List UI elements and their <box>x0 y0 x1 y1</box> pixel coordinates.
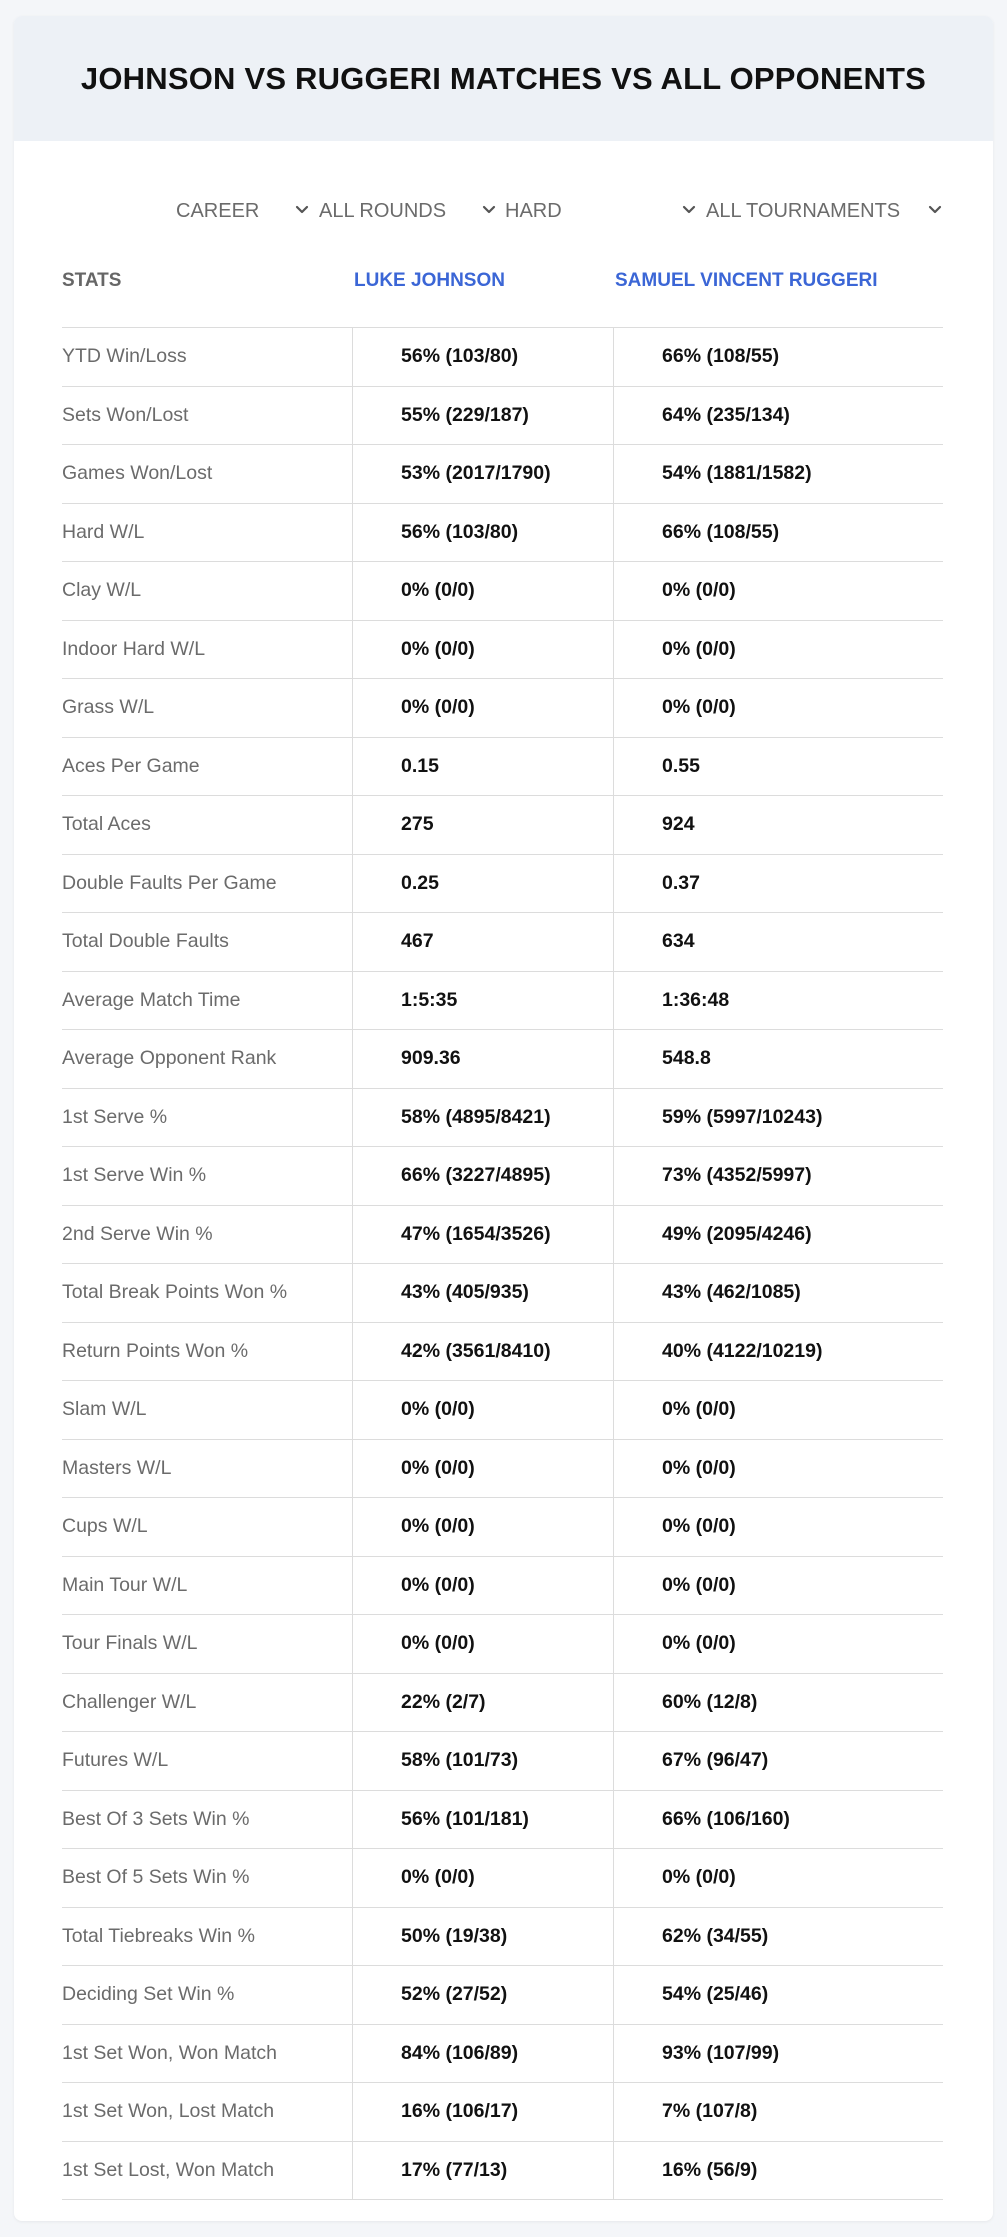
stat-label: Tour Finals W/L <box>62 1632 198 1655</box>
player1-value: 66% (3227/4895) <box>352 1147 613 1205</box>
table-row <box>62 1323 943 1382</box>
stat-label: Total Break Points Won % <box>62 1281 288 1304</box>
player2-value: 60% (12/8) <box>613 1674 943 1732</box>
table-row <box>62 504 943 563</box>
table-row <box>62 1089 943 1148</box>
table-row <box>62 738 943 797</box>
chevron-down-icon <box>479 200 499 220</box>
player1-value: 467 <box>352 913 613 971</box>
player2-column-header[interactable]: SAMUEL VINCENT RUGGERI <box>615 270 878 291</box>
stat-label: Average Opponent Rank <box>62 1047 277 1070</box>
player1-value: 275 <box>352 796 613 854</box>
table-row <box>62 328 943 387</box>
player1-value: 17% (77/13) <box>352 2142 613 2200</box>
chevron-down-icon <box>925 200 945 220</box>
player2-value: 73% (4352/5997) <box>613 1147 943 1205</box>
table-row <box>62 1966 943 2025</box>
table-row <box>62 621 943 680</box>
tournaments-select-value: ALL TOURNAMENTS <box>706 199 901 222</box>
player1-value: 55% (229/187) <box>352 387 613 445</box>
stat-label: Games Won/Lost <box>62 462 213 485</box>
table-row <box>62 2083 943 2142</box>
table-body <box>62 328 943 2200</box>
stat-label: 1st Serve % <box>62 1105 168 1128</box>
stat-label: Best Of 5 Sets Win % <box>62 1866 250 1889</box>
stat-label: Slam W/L <box>62 1398 147 1421</box>
player2-value: 49% (2095/4246) <box>613 1206 943 1264</box>
stat-label: Futures W/L <box>62 1749 169 1772</box>
player1-value: 58% (4895/8421) <box>352 1089 613 1147</box>
player1-value: 0% (0/0) <box>352 1381 613 1439</box>
table-row <box>62 1206 943 1265</box>
player1-value: 84% (106/89) <box>352 2025 613 2083</box>
table-row <box>62 445 943 504</box>
table-row <box>62 1381 943 1440</box>
table-row <box>62 1440 943 1499</box>
player1-value: 0% (0/0) <box>352 679 613 737</box>
stat-label: Clay W/L <box>62 579 142 602</box>
stat-label: Grass W/L <box>62 696 155 719</box>
period-select-value: CAREER <box>176 199 260 222</box>
player1-value: 0% (0/0) <box>352 1440 613 1498</box>
player2-value: 634 <box>613 913 943 971</box>
player2-value: 59% (5997/10243) <box>613 1089 943 1147</box>
player1-value: 16% (106/17) <box>352 2083 613 2141</box>
table-row <box>62 1557 943 1616</box>
player2-value: 0% (0/0) <box>613 1498 943 1556</box>
stat-label: Best Of 3 Sets Win % <box>62 1807 250 1830</box>
player1-value: 1:5:35 <box>352 972 613 1030</box>
stat-label: Deciding Set Win % <box>62 1983 235 2006</box>
table-row <box>62 2142 943 2201</box>
stat-label: Cups W/L <box>62 1515 148 1538</box>
chevron-down-icon <box>292 200 312 220</box>
stat-label: Sets Won/Lost <box>62 403 189 426</box>
player1-value: 58% (101/73) <box>352 1732 613 1790</box>
player2-value: 62% (34/55) <box>613 1908 943 1966</box>
stat-label: Indoor Hard W/L <box>62 637 206 660</box>
stats-card <box>14 16 993 2221</box>
table-row <box>62 1849 943 1908</box>
player2-value: 64% (235/134) <box>613 387 943 445</box>
table-row <box>62 855 943 914</box>
stat-label: 2nd Serve Win % <box>62 1222 213 1245</box>
player2-value: 0% (0/0) <box>613 562 943 620</box>
player1-value: 0% (0/0) <box>352 1849 613 1907</box>
player1-value: 50% (19/38) <box>352 1908 613 1966</box>
player2-value: 54% (25/46) <box>613 1966 943 2024</box>
player2-value: 0% (0/0) <box>613 679 943 737</box>
player2-value: 93% (107/99) <box>613 2025 943 2083</box>
table-row <box>62 679 943 738</box>
table-row <box>62 562 943 621</box>
stats-table <box>62 248 943 2200</box>
page-title: JOHNSON VS RUGGERI MATCHES VS ALL OPPONENTS <box>80 60 927 96</box>
table-row <box>62 1674 943 1733</box>
player2-value: 1:36:48 <box>613 972 943 1030</box>
player1-column-header[interactable]: LUKE JOHNSON <box>354 270 505 291</box>
player2-value: 66% (106/160) <box>613 1791 943 1849</box>
card-header <box>14 16 993 141</box>
stat-label: Total Double Faults <box>62 930 229 953</box>
player1-value: 909.36 <box>352 1030 613 1088</box>
stat-label: YTD Win/Loss <box>62 345 187 368</box>
player1-value: 42% (3561/8410) <box>352 1323 613 1381</box>
player2-value: 66% (108/55) <box>613 328 943 386</box>
stat-label: Main Tour W/L <box>62 1573 188 1596</box>
rounds-select-value: ALL ROUNDS <box>319 199 447 222</box>
stat-label: Hard W/L <box>62 520 145 543</box>
table-row <box>62 1030 943 1089</box>
rounds-select[interactable] <box>319 186 499 236</box>
player1-value: 47% (1654/3526) <box>352 1206 613 1264</box>
player2-value: 54% (1881/1582) <box>613 445 943 503</box>
player2-value: 7% (107/8) <box>613 2083 943 2141</box>
player2-value: 0% (0/0) <box>613 621 943 679</box>
stat-label: 1st Set Lost, Won Match <box>62 2158 275 2181</box>
player2-value: 0.55 <box>613 738 943 796</box>
table-row <box>62 1147 943 1206</box>
stat-label: Double Faults Per Game <box>62 871 277 894</box>
player2-value: 0% (0/0) <box>613 1849 943 1907</box>
table-row <box>62 387 943 446</box>
table-row <box>62 1908 943 1967</box>
player2-value: 16% (56/9) <box>613 2142 943 2200</box>
table-row <box>62 1498 943 1557</box>
player1-value: 56% (101/181) <box>352 1791 613 1849</box>
stat-label: 1st Set Won, Won Match <box>62 2041 277 2064</box>
player1-value: 56% (103/80) <box>352 504 613 562</box>
player1-value: 0% (0/0) <box>352 1615 613 1673</box>
player1-value: 0% (0/0) <box>352 621 613 679</box>
player1-value: 56% (103/80) <box>352 328 613 386</box>
stat-label: Challenger W/L <box>62 1690 197 1713</box>
table-row <box>62 2025 943 2084</box>
player2-value: 67% (96/47) <box>613 1732 943 1790</box>
tournaments-select[interactable] <box>706 186 945 236</box>
table-row <box>62 1264 943 1323</box>
player1-value: 53% (2017/1790) <box>352 445 613 503</box>
player2-value: 548.8 <box>613 1030 943 1088</box>
table-row <box>62 913 943 972</box>
surface-select-value: HARD <box>505 199 562 222</box>
player2-value: 0% (0/0) <box>613 1615 943 1673</box>
player2-value: 0.37 <box>613 855 943 913</box>
player2-value: 66% (108/55) <box>613 504 943 562</box>
table-row <box>62 972 943 1031</box>
stat-label: Aces Per Game <box>62 754 200 777</box>
table-row <box>62 796 943 855</box>
player1-value: 52% (27/52) <box>352 1966 613 2024</box>
table-row <box>62 1615 943 1674</box>
stats-column-header: STATS <box>62 270 122 291</box>
player1-value: 22% (2/7) <box>352 1674 613 1732</box>
chevron-down-icon <box>679 200 699 220</box>
player1-value: 0% (0/0) <box>352 1498 613 1556</box>
table-header <box>62 248 943 328</box>
player2-value: 924 <box>613 796 943 854</box>
stat-label: Total Tiebreaks Win % <box>62 1924 255 1947</box>
stat-label: Total Aces <box>62 813 151 836</box>
stat-label: Average Match Time <box>62 988 241 1011</box>
player2-value: 0% (0/0) <box>613 1381 943 1439</box>
stat-label: 1st Serve Win % <box>62 1164 207 1187</box>
table-row <box>62 1791 943 1850</box>
stat-label: Masters W/L <box>62 1456 172 1479</box>
period-select[interactable] <box>176 186 312 236</box>
player1-value: 0% (0/0) <box>352 562 613 620</box>
stat-label: 1st Set Won, Lost Match <box>62 2100 275 2123</box>
player2-value: 40% (4122/10219) <box>613 1323 943 1381</box>
player1-value: 0.15 <box>352 738 613 796</box>
player2-value: 0% (0/0) <box>613 1440 943 1498</box>
table-row <box>62 1732 943 1791</box>
player1-value: 0% (0/0) <box>352 1557 613 1615</box>
player2-value: 43% (462/1085) <box>613 1264 943 1322</box>
stat-label: Return Points Won % <box>62 1339 249 1362</box>
player1-value: 0.25 <box>352 855 613 913</box>
player2-value: 0% (0/0) <box>613 1557 943 1615</box>
surface-select[interactable] <box>505 186 699 236</box>
filters-bar <box>14 186 993 236</box>
player1-value: 43% (405/935) <box>352 1264 613 1322</box>
